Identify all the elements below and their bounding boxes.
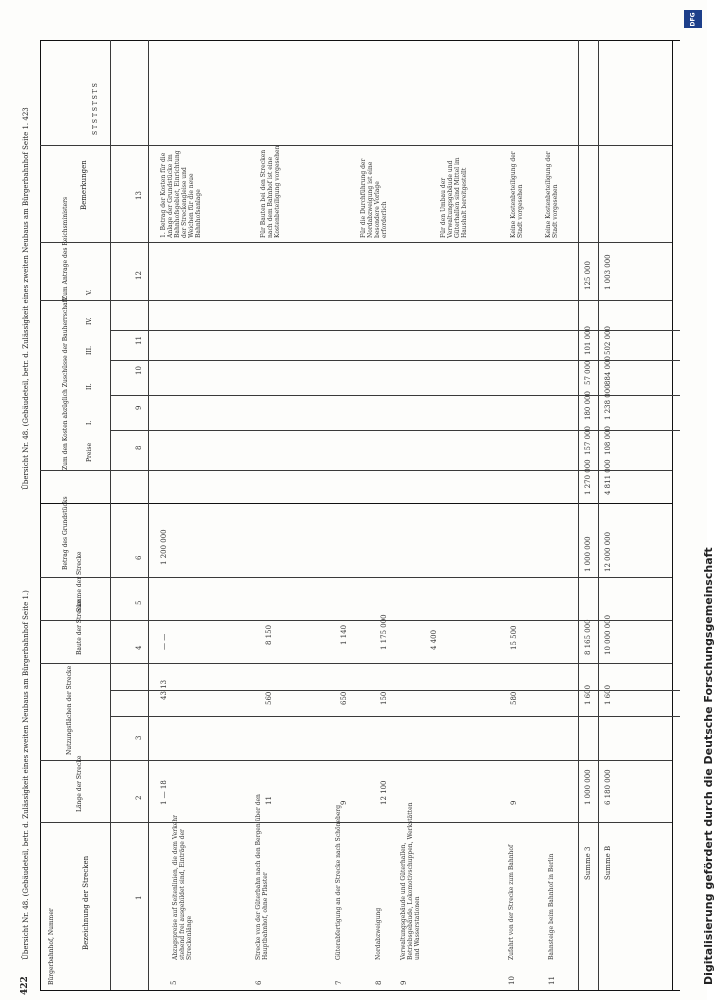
- lh-baute: Baute der Strecke: [76, 599, 83, 655]
- row-no: 5: [170, 980, 178, 985]
- total-cell: 10 000 000: [604, 614, 612, 655]
- lnum-2: 2: [135, 795, 143, 800]
- cell: 650: [340, 691, 348, 705]
- lh-laenge: Länge der Strecke: [76, 755, 83, 812]
- subheader-band-line: [148, 40, 149, 990]
- rnum: 13: [135, 191, 143, 200]
- col-divider-3: [110, 716, 680, 717]
- row-no: 10: [508, 976, 516, 985]
- left-rule: [40, 40, 41, 990]
- total-cell: 1 600: [604, 684, 612, 705]
- lnum-5: 5: [135, 600, 143, 605]
- rtotal: 101 000: [584, 326, 592, 355]
- row-text: Zufahrt von der Strecke zum Bahnhof: [508, 844, 515, 960]
- lnum-6: 6: [135, 555, 143, 560]
- total-cell: 1 000 000: [584, 769, 592, 805]
- rh-I: I.: [86, 420, 93, 425]
- rh-antrag: Zum Antrage des Reichsministers: [62, 196, 69, 300]
- total-label: Summe B: [604, 845, 612, 880]
- rtotal: 180 000: [584, 391, 592, 420]
- rcol-4: [110, 360, 680, 361]
- row-text: Strecke von der Güterbahn nach den Bergen über den Hauptbahnhof, ohne Pflaster: [255, 794, 269, 960]
- rcol-1: [40, 470, 672, 471]
- digitization-notice: Digitalisierung gefördert durch die Deutsche Forschungsgemeinschaft: [702, 547, 715, 985]
- cell: 1 — 18: [160, 780, 168, 805]
- lnum-3: 3: [135, 735, 143, 740]
- rcol-2: [110, 430, 680, 431]
- row-no: 8: [375, 980, 383, 985]
- rtotal: 125 000: [584, 261, 592, 290]
- remark: Für die Durchführung der Nordabzweigung ist eine besondere Vorlage erforderlich: [360, 158, 388, 238]
- cell: 9: [340, 800, 348, 805]
- rtotal: 1 003 000: [604, 254, 612, 290]
- row-text: Verwaltungsgebäude und Güterhallen, Betriebsgebäude, Lokomotivschuppen, Werkstätten und Wasserstationen: [400, 802, 421, 960]
- total-cell: 8 165 000: [584, 619, 592, 655]
- row-no: 9: [400, 980, 408, 985]
- lnum-4: 4: [135, 645, 143, 650]
- right-group-header: Zum den Kosten abzüglich Zuschüsse der Bauherrschaft: [62, 297, 69, 470]
- rtotal: 1 238 000: [604, 384, 612, 420]
- cell: — —: [160, 633, 168, 650]
- rh-III: III.: [86, 345, 93, 355]
- rnum: 8: [135, 445, 143, 450]
- rcol-3: [110, 395, 680, 396]
- cell: 43 13: [160, 679, 168, 700]
- total-cell: 1 600: [584, 684, 592, 705]
- cell: 580: [510, 691, 518, 705]
- rh-IV: IV.: [86, 317, 93, 325]
- rh-bemerkungen: Bemerkungen: [80, 160, 88, 210]
- row-text: Nordabzweigung: [375, 907, 382, 960]
- remark: 1. Betrag der Kosten für die Anlage der Grundstücke im Bahnhofsgebiet, Einrichtung der Streckengleise und Weichen für die neue Bahnhofsanlage: [160, 150, 202, 238]
- row-text: Güterabfertigung an der Strecke nach Schöneberg: [335, 804, 342, 960]
- right-page-header: Übersicht Nr. 48. (Gebäudeteil, betr. d. Zulässigkeit eines zweiten Neubaus am Bürgerbahnhof Seite 1. 423: [22, 107, 30, 490]
- rcol-8: [40, 145, 672, 146]
- lh-bezeichnung: Bezeichnung der Strecken: [82, 855, 90, 950]
- left-page-header: Übersicht Nr. 48. (Gebäudeteil, betr. d. Zulässigkeit eines zweiten Neubaus am Bürgerbahnhof Seite 1.): [22, 590, 30, 960]
- lh-summe: Summe der Strecke: [76, 551, 83, 612]
- rnum: 10: [135, 366, 143, 375]
- rh-V: V.: [86, 289, 93, 295]
- rh-preise: Preise: [86, 442, 93, 462]
- row-no: 11: [548, 976, 556, 985]
- row-text: Bahnsteige beim Bahnhof in Berlin: [548, 853, 555, 960]
- rnum: 12: [135, 271, 143, 280]
- rnum: 11: [135, 336, 143, 345]
- totals-line-1: [578, 40, 579, 990]
- rtotal: 502 000: [604, 326, 612, 355]
- left-page-number: 422: [20, 976, 30, 995]
- cell: 1 200 000: [160, 529, 168, 565]
- remark: Keine Kostenbeteiligung der Stadt vorgesehen: [510, 151, 524, 238]
- total-cell: 6 180 000: [604, 769, 612, 805]
- cell: 150: [380, 691, 388, 705]
- cell: 1 140: [340, 624, 348, 645]
- row-no: 7: [335, 980, 343, 985]
- lh-nutzung: Nutzungsflächen der Strecke: [66, 665, 73, 755]
- cell: 560: [265, 691, 273, 705]
- bottom-rule: [40, 990, 680, 991]
- remark: Für den Umbau der Verwaltungsgebäude und Güterhallen sind Mittel im Haushalt bereitgestellt: [440, 157, 468, 238]
- row-text: Abzugspreise auf Seitenlinien, die dem Verkehr stehend frei ausgebildet sind, Einträge der Streckenlänge: [172, 815, 193, 960]
- cell: 1 175 000: [380, 614, 388, 650]
- rcol-5: [110, 330, 680, 331]
- cell: 11: [265, 796, 273, 805]
- right-rule: [672, 40, 673, 990]
- rtotal: 884 000: [604, 356, 612, 385]
- lnum-1: 1: [135, 895, 143, 900]
- left-corner-label: Bürgerbahnhof, Nummer: [48, 908, 55, 985]
- total-cell: 12 000 000: [604, 531, 612, 572]
- dfg-logo-text: DFG: [689, 11, 697, 27]
- rtotal: 1 270 000: [584, 459, 592, 495]
- rcol-7: [40, 242, 672, 243]
- rh-II: II.: [86, 383, 93, 390]
- row-no: 6: [255, 980, 263, 985]
- top-rule: [40, 40, 680, 41]
- dfg-logo: [684, 10, 702, 28]
- cell: 15 500: [510, 625, 518, 650]
- rtotal: 108 000: [604, 426, 612, 455]
- header-band-line: [110, 40, 111, 990]
- cell: 12 100: [380, 780, 388, 805]
- remark: Für Bauten bei den Strecken nach dem Bahnhof ist eine Kostenbeteiligung vorgesehen: [260, 145, 281, 238]
- cell: 4 400: [430, 629, 438, 650]
- remark: Keine Kostenbeteiligung der Stadt vorgesehen: [545, 151, 559, 238]
- cell: 9: [510, 800, 518, 805]
- rcol-6: [40, 300, 672, 301]
- total-cell: 1 000 000: [584, 536, 592, 572]
- total-label: Summe 3: [584, 846, 592, 880]
- rnum: 9: [135, 405, 143, 410]
- rtotal: 4 811 000: [604, 459, 612, 495]
- rtotal: 57 000: [584, 360, 592, 385]
- lh-grundstueck: Betrag des Grundstücks: [62, 496, 69, 570]
- totals-line-2: [598, 40, 599, 990]
- cell: 8 150: [265, 624, 273, 645]
- margin-letters: S T S T S T S T S: [92, 83, 99, 135]
- col-divider-4: [110, 690, 680, 691]
- rtotal: 157 000: [584, 426, 592, 455]
